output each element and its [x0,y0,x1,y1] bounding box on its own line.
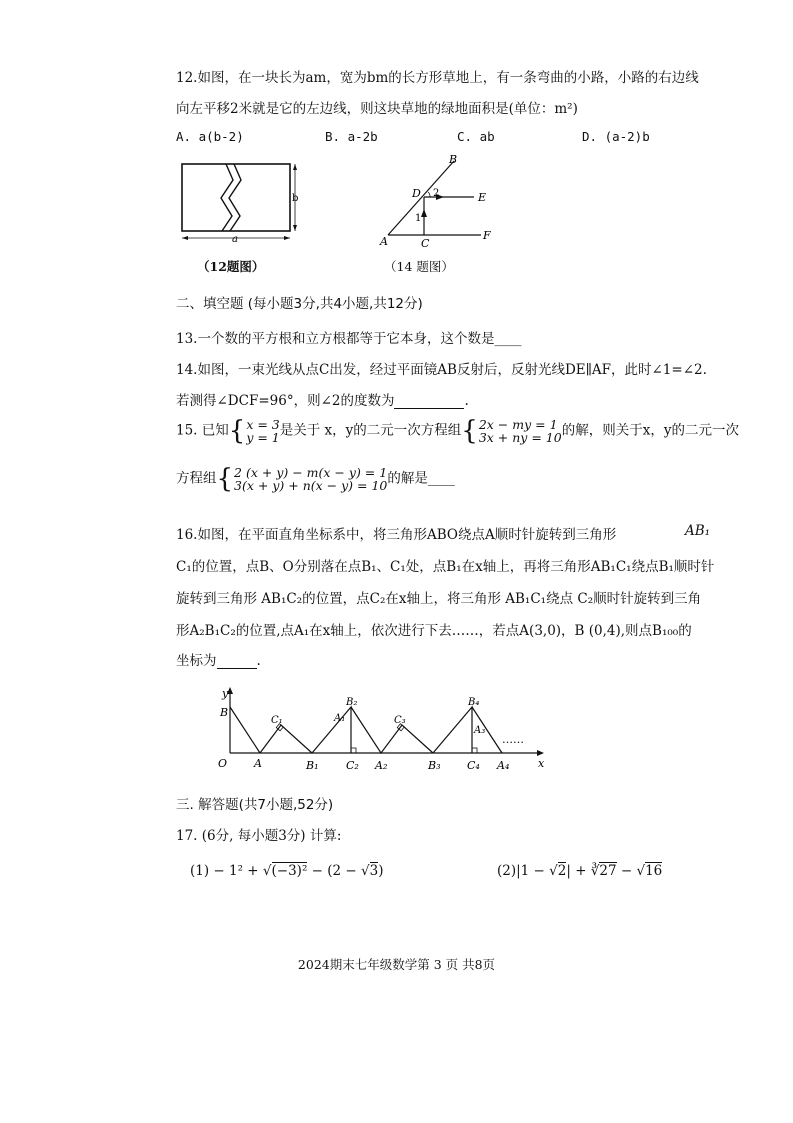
q16-label-C1: C₁ [271,715,283,726]
q14-line2 [176,389,469,409]
q12-figure [176,158,306,248]
q16-line1-right: AB₁ [685,523,711,539]
q15-sys2-a: 2x − my = 1 [478,417,558,432]
q16-answer-blank[interactable] [217,654,257,669]
q12-line2: 向左平移2米就是它的左边线，则这块草地的绿地面积是(单位：m²) [176,101,578,117]
q16-label-A: A [254,757,262,770]
q14-label-E: E [478,191,487,204]
q14-label-F: F [483,229,491,242]
q15-line1 [176,418,739,444]
q12-option-c: C. ab [457,129,495,144]
q16-label-A4: A₄ [497,759,510,772]
q14-line2-text: 若测得∠DCF=96°，则∠2的度数为 [176,393,395,409]
q12-label-a: a [232,234,238,245]
q14-label-D: D [412,187,421,200]
q16-label-A2: A₂ [375,759,388,772]
q16-line5 [176,649,261,669]
q17-p2-mid2: − √ [616,863,646,879]
q17-p2-radicand3: 16 [645,863,663,879]
q14-label-2: 2 [433,188,440,199]
q16-label-B4: B₄ [468,697,480,708]
q16-label-A1: A₁ [334,713,346,724]
q17-p2-radicand2: 27 [599,863,617,879]
q17-p2-radicand: 2 [557,863,567,879]
q16-figure [206,683,556,778]
q14-label-A: A [380,235,388,248]
q15-sys1-b: y = 1 [246,430,280,445]
q15-prefix: 15. 已知 [176,422,229,439]
q16-line2: C₁的位置，点B、O分别落在点B₁、C₁处，点B₁在x轴上，再将三角形AB₁C₁绕点B₁顺时针 [176,559,715,575]
q15-system-1 [246,418,279,444]
q17-p2-prefix: (2)|1 − √ [497,863,558,879]
q15-brace-2: { [461,416,478,446]
q16-line5-end: . [256,653,261,669]
q16-label-B3: B₃ [428,759,441,772]
q17-part1 [190,863,384,879]
q14-figure [378,153,493,248]
q15-brace-3: { [216,464,234,494]
q15-suffix: 的解，则关于x，y的二元一次 [561,422,739,439]
q16-line5-text: 坐标为 [176,653,217,669]
q15-sys3-a: 2 (x + y) − m(x − y) = 1 [234,465,388,480]
q17-part2 [497,863,662,879]
q16-line4: 形A₂B₁C₂的位置,点A₁在x轴上，依次进行下去……，若点A(3,0)，B (0,4),则点B₁₀₀的 [176,623,692,639]
q15-system-3 [234,466,387,492]
q14-label-B: B [449,153,458,166]
q16-label-C2: C₂ [346,759,359,772]
q16-label-B2: B₂ [346,697,358,708]
q16-label-C4: C₄ [467,759,480,772]
q12-option-d: D. (a-2)b [582,129,650,144]
q14-line2-end: . [464,393,469,409]
q15-line2 [176,466,455,492]
q15-sys1-a: x = 3 [246,417,280,432]
q14-fig-caption: （14 题图） [384,259,454,274]
q17-p1-radicand: (−3)² [271,863,308,879]
q16-label-y: y [222,687,229,700]
q13-text: 13.一个数的平方根和立方根都等于它本身，这个数是____ [176,331,522,347]
q17-p1-radicand2: 3 [369,863,379,879]
q17-p1-prefix: (1) − 1² + √ [190,863,272,879]
q15-line2-prefix: 方程组 [176,470,217,487]
q16-label-C3: C₃ [394,715,406,726]
section3-heading: 三. 解答题(共7小题,52分) [176,797,334,813]
q16-label-B: B [220,706,229,719]
q16-label-x: x [538,757,545,770]
q17-p1-end: ) [378,863,384,879]
q14-answer-blank[interactable] [394,394,464,409]
page-footer: 2024期末七年级数学第 3 页 共8页 [297,957,496,972]
q14-line1: 14.如图，一束光线从点C出发，经过平面镜AB反射后，反射光线DE∥AF，此时∠1=∠2. [176,362,707,378]
q12-option-a: A. a(b-2) [176,129,244,144]
q15-brace-1: { [228,416,246,446]
q15-mid: 是关于 x，y的二元一次方程组 [279,422,462,439]
q12-line1: 12.如图，在一块长为am，宽为bm的长方形草地上，有一条弯曲的小路，小路的右边线 [176,70,699,86]
q17-p1-mid: − (2 − √ [307,863,370,879]
q14-label-1: 1 [415,213,422,224]
q12-label-b: b [292,193,299,204]
q16-label-O: O [218,757,228,770]
section2-heading: 二、填空题 (每小题3分,共4小题,共12分) [176,296,423,312]
q12-option-b: B. a-2b [325,129,378,144]
q16-label-ellipsis: …… [502,733,524,746]
q16-line1: 16.如图，在平面直角坐标系中，将三角形ABO绕点A顺时针旋转到三角形 [176,527,617,543]
q15-system-2 [479,418,562,444]
q16-label-A3: A₃ [474,725,486,736]
q15-sys3-b: 3(x + y) + n(x − y) = 10 [234,478,388,493]
q17-p2-mid: | + ∛ [566,863,600,879]
q14-label-C: C [421,237,430,248]
q16-label-B1: B₁ [306,759,319,772]
q15-sys2-b: 3x + ny = 10 [478,430,562,445]
q15-line2-suffix: 的解是____ [387,470,455,487]
q16-line3: 旋转到三角形 AB₁C₂的位置，点C₂在x轴上，将三角形 AB₁C₁绕点 C₂顺时针旋转到三角 [176,591,702,607]
q12-fig-caption: （12题图） [197,259,265,274]
q17-title: 17. (6分, 每小题3分) 计算: [176,828,342,844]
